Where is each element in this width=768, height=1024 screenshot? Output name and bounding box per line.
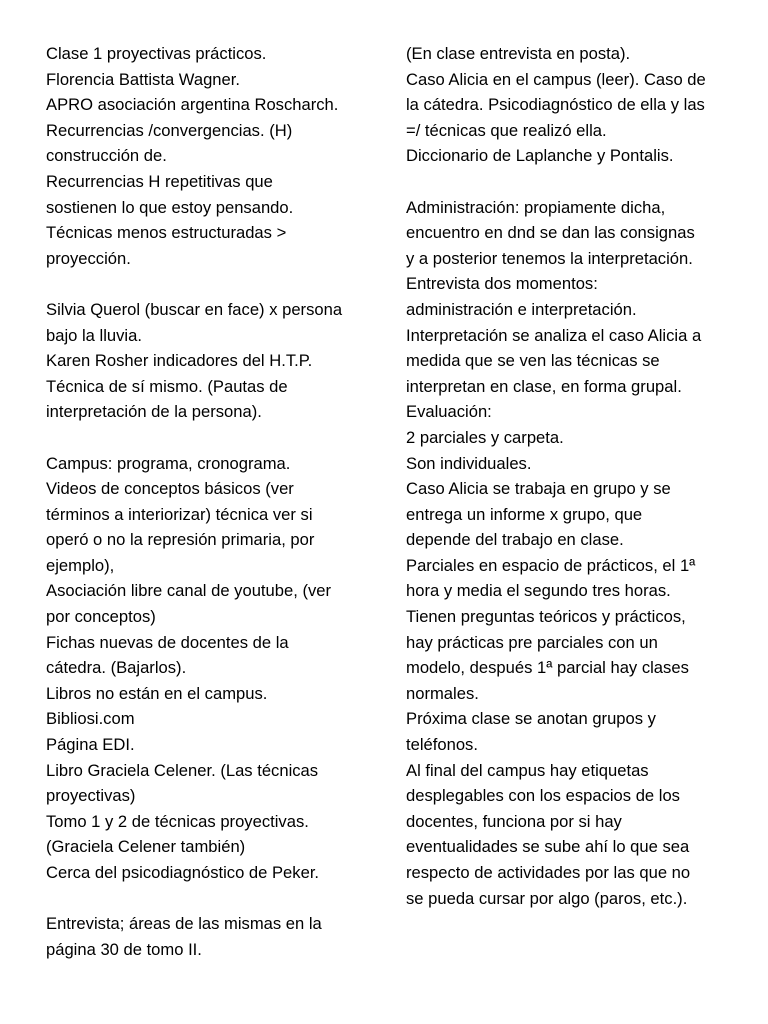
text-line: hora y media el segundo tres horas. [406,581,671,601]
text-line: Campus: programa, cronograma. [46,453,291,473]
paragraph-break [46,425,376,451]
text-line: página 30 de tomo II. [46,939,202,959]
text-line: administración e interpretación. [406,299,637,319]
text-line: proyección. [46,248,131,268]
text-line: Recurrencias H repetitivas que [46,171,273,191]
paragraph-break [406,169,736,195]
text-line: proyectivas) [46,786,136,806]
text-line: Fichas nuevas de docentes de la [46,632,289,652]
text-line: ejemplo), [46,555,115,575]
text-line: se pueda cursar por algo (paros, etc.). [406,888,688,908]
text-line: Evaluación: [406,402,492,422]
text-line: 2 parciales y carpeta. [406,427,564,447]
paragraph-break [46,886,376,912]
text-line: Florencia Battista Wagner. [46,69,240,89]
text-line: operó o no la represión primaria, por [46,530,315,550]
text-line: APRO asociación argentina Roscharch. [46,95,339,115]
text-line: Karen Rosher indicadores del H.T.P. [46,351,313,371]
text-line: desplegables con los espacios de los [406,786,680,806]
text-line: Clase 1 proyectivas prácticos. [46,44,267,63]
text-line: sostienen lo que estoy pensando. [46,197,294,217]
text-line: Tienen preguntas teóricos y prácticos, [406,607,686,627]
text-line: normales. [406,683,479,703]
text-line: Silvia Querol (buscar en face) x persona [46,299,343,319]
text-line: cátedra. (Bajarlos). [46,658,187,678]
text-line: depende del trabajo en clase. [406,530,624,550]
text-line: Diccionario de Laplanche y Pontalis. [406,146,674,166]
text-line: Parciales en espacio de prácticos, el 1ª [406,555,696,575]
text-line: Técnica de sí mismo. (Pautas de [46,376,288,396]
text-line: entrega un informe x grupo, que [406,504,643,524]
left-text-column [46,41,376,962]
text-line: interpretan en clase, en forma grupal. [406,376,682,396]
text-line: Al final del campus hay etiquetas [406,760,649,780]
text-line: Son individuales. [406,453,532,473]
text-line: Técnicas menos estructuradas > [46,223,287,243]
text-line: Cerca del psicodiagnóstico de Peker. [46,863,320,882]
text-line: Próxima clase se anotan grupos y [406,709,656,729]
text-line: por conceptos) [46,607,156,627]
text-line: Caso Alicia se trabaja en grupo y se [406,479,671,499]
text-line: Página EDI. [46,735,135,755]
text-line: (Graciela Celener también) [46,837,246,857]
text-line: Bibliosi.com [46,709,135,729]
text-line: hay prácticas pre parciales con un [406,632,658,652]
text-line: encuentro en dnd se dan las consignas [406,223,695,243]
text-line: Libros no están en el campus. [46,683,268,703]
text-line: interpretación de la persona). [46,402,262,422]
right-text-column [406,41,736,911]
text-line: Videos de conceptos básicos (ver [46,479,294,499]
text-line: Interpretación se analiza el caso Alicia a [406,325,702,345]
text-line: Administración: propiamente dicha, [406,197,666,217]
text-line: medida que se ven las técnicas se [406,351,660,371]
text-line: eventualidades se sube ahí lo que sea [406,837,690,857]
text-line: Entrevista dos momentos: [406,274,598,294]
text-line: docentes, funciona por si hay [406,811,622,831]
text-line: Entrevista; áreas de las mismas en la [46,914,322,934]
text-line: Caso Alicia en el campus (leer). Caso de [406,69,706,89]
text-line: (En clase entrevista en posta). [406,44,631,63]
text-line: teléfonos. [406,735,478,755]
text-line: construcción de. [46,146,167,166]
text-line: la cátedra. Psicodiagnóstico de ella y las [406,95,705,115]
text-line: y a posterior tenemos la interpretación. [406,248,693,268]
text-line: =/ técnicas que realizó ella. [406,120,607,140]
paragraph-break [46,271,376,297]
text-line: modelo, después 1ª parcial hay clases [406,658,689,678]
text-line: Recurrencias /convergencias. (H) [46,120,293,140]
text-line: bajo la lluvia. [46,325,142,345]
text-line: Asociación libre canal de youtube, (ver [46,581,332,601]
text-line: respecto de actividades por las que no [406,863,691,882]
text-line: Libro Graciela Celener. (Las técnicas [46,760,319,780]
text-line: Tomo 1 y 2 de técnicas proyectivas. [46,811,309,831]
text-line: términos a interiorizar) técnica ver si [46,504,313,524]
